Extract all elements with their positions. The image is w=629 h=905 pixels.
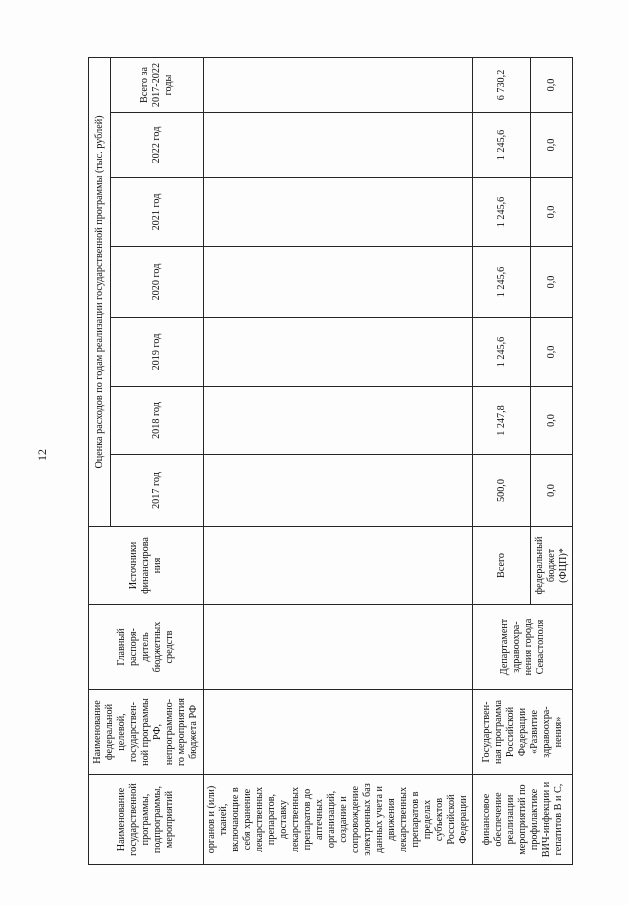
header-total: Всего за 2017-2022 годы — [111, 57, 204, 112]
header-year-2021: 2021 год — [111, 178, 204, 247]
cell-value-2020: 1 245,6 — [473, 247, 531, 318]
cell-value-2017: 500,0 — [473, 455, 531, 527]
cell-empty — [204, 527, 473, 605]
cell-funding-source-federal: федеральный бюджет (ФЦП)* — [531, 527, 573, 605]
cell-empty — [204, 247, 473, 318]
header-year-2020: 2020 год — [111, 247, 204, 318]
cell-value-2017: 0,0 — [531, 455, 573, 527]
page-number: 12 — [35, 449, 49, 461]
header-budget-manager: Главный распоря- дитель бюджетных средств — [89, 605, 204, 690]
table-row — [473, 57, 531, 864]
header-year-2022: 2022 год — [111, 113, 204, 178]
header-federal-program: Наименование федеральной целевой, государствен- ной программы РФ, непрограммно- го мероприятия бюджета РФ — [89, 690, 204, 775]
header-program-name: Наименование государственной программы, подпрограммы, мероприятий — [89, 775, 204, 865]
cell-value-2019: 1 245,6 — [473, 318, 531, 387]
cell-value-2021: 0,0 — [531, 178, 573, 247]
cell-value-2019: 0,0 — [531, 318, 573, 387]
cell-value-total: 6 730,2 — [473, 57, 531, 112]
cell-empty — [204, 57, 473, 112]
header-expense-estimate: Оценка расходов по годам реализации государственной программы (тыс. рублей) — [89, 57, 111, 526]
cell-empty — [204, 178, 473, 247]
cell-empty — [204, 387, 473, 455]
budget-table — [88, 57, 573, 865]
cell-empty — [204, 455, 473, 527]
header-funding-sources: Источники финансирова ния — [89, 527, 204, 605]
cell-empty — [204, 113, 473, 178]
cell-value-2018: 0,0 — [531, 387, 573, 455]
cell-empty — [204, 690, 473, 775]
cell-empty — [204, 318, 473, 387]
cell-funding-source-total: Всего — [473, 527, 531, 605]
header-row-top — [89, 57, 111, 864]
cell-value-2022: 0,0 — [531, 113, 573, 178]
cell-value-total: 0,0 — [531, 57, 573, 112]
cell-value-2020: 0,0 — [531, 247, 573, 318]
cell-federal-program: Государствен- ная программа Российской Федерации «Развитие здравоохра- нения» — [473, 690, 573, 775]
cell-value-2018: 1 247,8 — [473, 387, 531, 455]
cell-value-2021: 1 245,6 — [473, 178, 531, 247]
cell-value-2022: 1 245,6 — [473, 113, 531, 178]
header-year-2019: 2019 год — [111, 318, 204, 387]
cell-program-name: финансовое обеспечение реализации мероприятий по профилактике ВИЧ-инфекции и гепатитов В и С, — [473, 775, 573, 865]
header-year-2017: 2017 год — [111, 455, 204, 527]
cell-empty — [204, 605, 473, 690]
cell-budget-manager: Департамент здравоохра- нения города Севастополя — [473, 605, 573, 690]
cell-program-name: органов и (или) тканей, включающие в себя хранение лекарственных препаратов, доставку лекарственных препаратов до аптечных организаций, создание и сопровождение электронных баз данных учета и движения лекарственных препаратов в пределах субъектов Российской Федерации — [204, 775, 473, 865]
table-row — [204, 57, 473, 864]
header-year-2018: 2018 год — [111, 387, 204, 455]
